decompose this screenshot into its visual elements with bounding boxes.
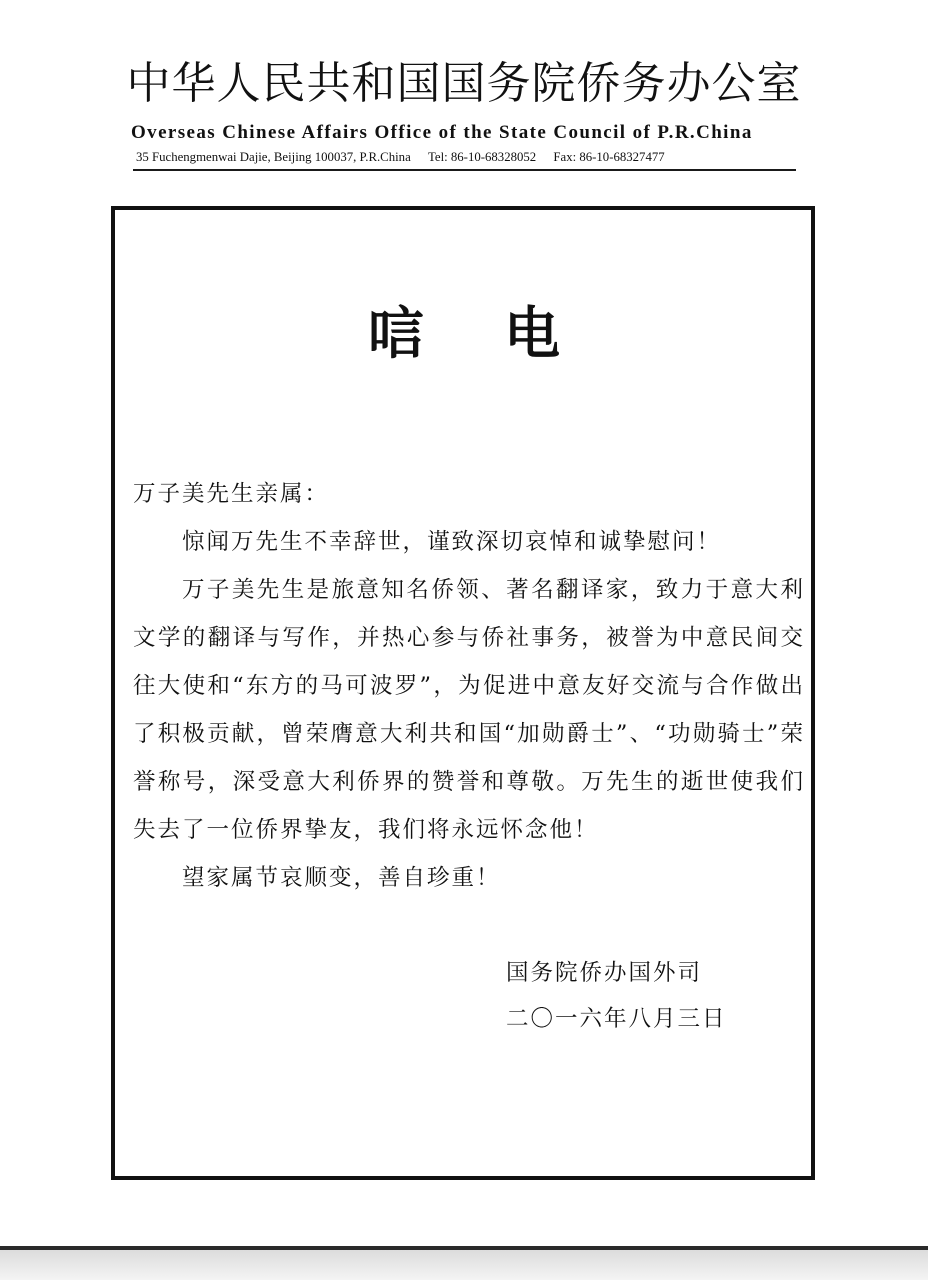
letterhead-fax: Fax: 86-10-68327477 <box>553 150 665 164</box>
scan-edge-shadow <box>0 1250 928 1280</box>
salutation: 万子美先生亲属： <box>133 481 330 507</box>
letterhead-divider <box>133 169 796 171</box>
document-title: 唁电 <box>368 302 640 367</box>
paragraph-closing: 望家属节哀顺变，善自珍重！ <box>182 865 501 891</box>
letterhead-english-name: Overseas Chinese Affairs Office of the State Council of P.R.China <box>131 122 753 143</box>
letterhead-chinese-name: 中华人民共和国国务院侨务办公室 <box>126 58 802 109</box>
paragraph-tribute: 万子美先生是旅意知名侨领、著名翻译家，致力于意大利文学的翻译与写作，并热心参与侨社事务，被誉为中意民间交往大使和“东方的马可波罗”，为促进中意友好交流与合作做出了积极贡献，曾荣膺意大利共和国“加勋爵士”、“功勋骑士”荣誉称号，深受意大利侨界的赞誉和尊敬。万先生的逝世使我们失去了一位侨界挚友，我们将永远怀念他！ <box>133 577 805 843</box>
letterhead-contact-line <box>136 149 665 165</box>
signature-date: 二〇一六年八月三日 <box>506 1006 727 1032</box>
document-body <box>133 470 805 902</box>
signature-sender: 国务院侨办国外司 <box>506 960 703 986</box>
letterhead-tel: Tel: 86-10-68328052 <box>427 150 537 164</box>
letterhead-address: 35 Fuchengmenwai Dajie, Beijing 100037, P.R.China <box>136 150 411 164</box>
paragraph-condolence: 惊闻万先生不幸辞世，谨致深切哀悼和诚挚慰问！ <box>182 529 722 555</box>
signature-block <box>506 950 727 1042</box>
